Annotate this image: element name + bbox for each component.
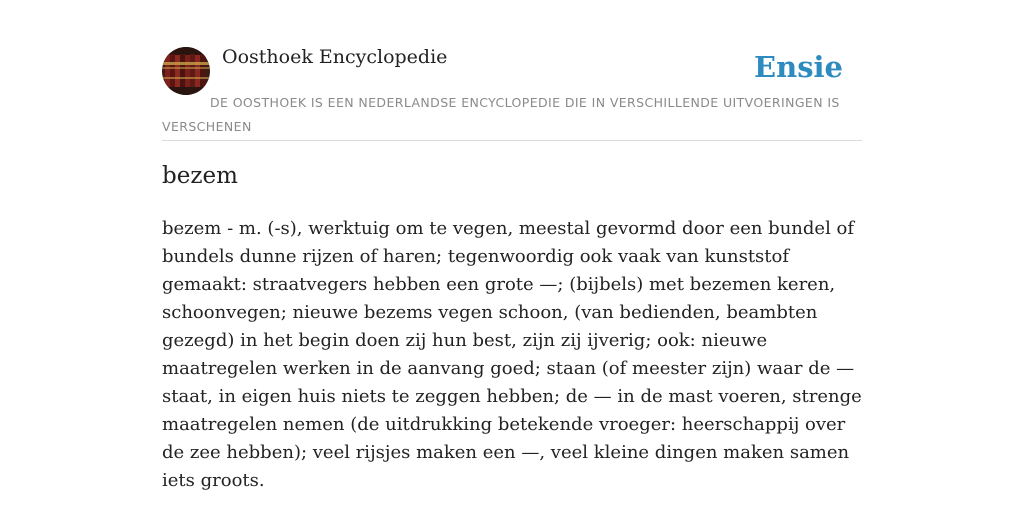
site-name[interactable]: Oosthoek Encyclopedie bbox=[222, 46, 448, 68]
encyclopedia-books-icon[interactable] bbox=[162, 47, 210, 95]
header bbox=[162, 44, 862, 141]
brand-logo[interactable]: Ensie bbox=[754, 50, 843, 84]
entry-text: bezem - m. (-s), werktuig om te vegen, meestal gevormd door een bundel of bundels dunne rijzen of haren; tegenwoordig ook vaak van kunststof gemaakt: straatvegers hebben een grote —; (bijbels) met bezemen keren, schoonvegen; nieuwe bezems vegen schoon, (van bedienden, beambten gezegd) in het begin doen zij hun best, zijn zij ijverig; ook: nieuwe maatregelen werken in de aanvang goed; staan (of meester zijn) waar de — staat, in eigen huis niets te zeggen hebben; de — in de mast voeren, strenge maatregelen nemen (de uitdrukking betekende vroeger: heerschappij over de zee hebben); veel rijsjes maken een —, veel kleine dingen maken samen iets groots. bbox=[162, 218, 862, 491]
site-tagline: DE OOSTHOEK IS EEN NEDERLANDSE ENCYCLOPEDIE DIE IN VERSCHILLENDE UITVOERINGEN IS VERSCHENEN bbox=[162, 95, 840, 134]
entry-title: bezem bbox=[162, 163, 238, 189]
